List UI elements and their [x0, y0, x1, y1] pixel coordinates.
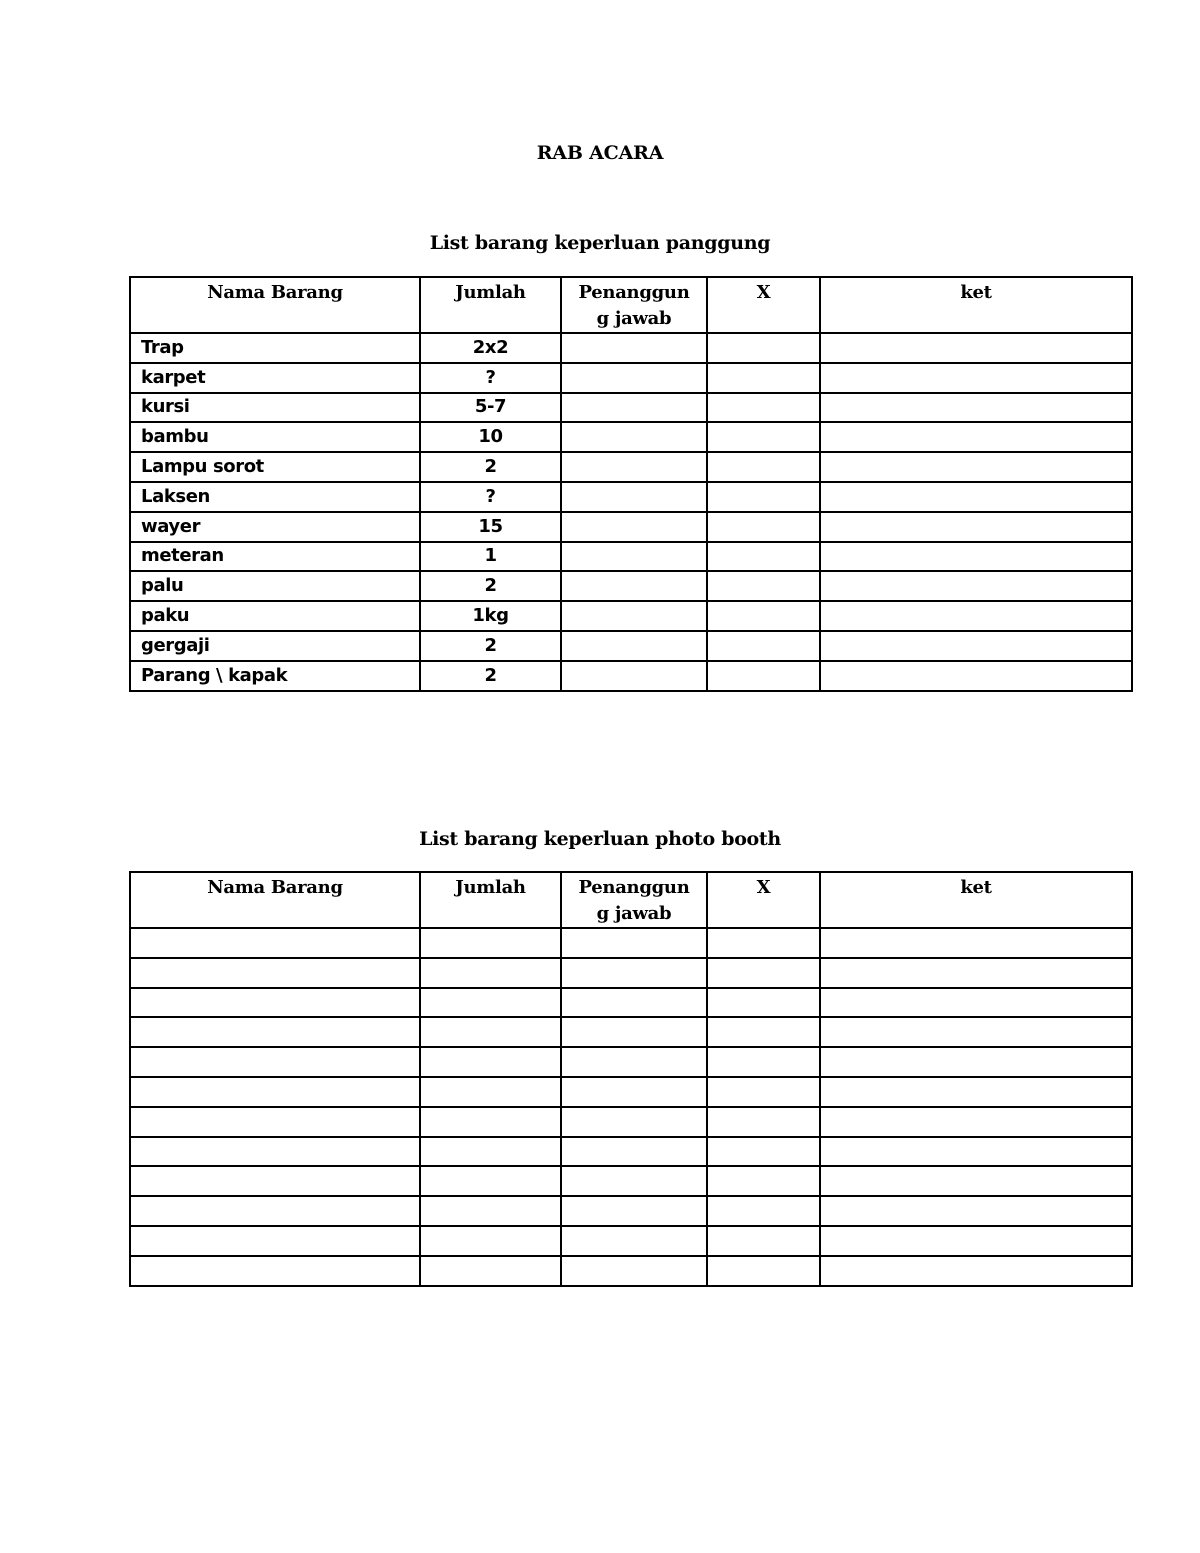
- table-photo-booth: [129, 871, 1133, 1287]
- cell-x: [707, 1077, 820, 1107]
- cell-ket: [820, 988, 1132, 1018]
- cell-penanggung-jawab: [561, 601, 707, 631]
- cell-jumlah: ?: [420, 363, 561, 393]
- cell-jumlah: [420, 1166, 561, 1196]
- table-row: [130, 631, 1132, 661]
- cell-penanggung-jawab: [561, 1077, 707, 1107]
- cell-jumlah: [420, 988, 561, 1018]
- cell-penanggung-jawab: [561, 542, 707, 572]
- cell-penanggung-jawab: [561, 1047, 707, 1077]
- cell-x: [707, 1137, 820, 1167]
- header-penanggung-jawab: [561, 277, 707, 333]
- cell-penanggung-jawab: [561, 958, 707, 988]
- cell-nama-barang: gergaji: [130, 631, 420, 661]
- cell-nama-barang: bambu: [130, 422, 420, 452]
- cell-penanggung-jawab: [561, 1226, 707, 1256]
- cell-jumlah: [420, 928, 561, 958]
- table-row: [130, 333, 1132, 363]
- table-panggung: [129, 276, 1133, 692]
- cell-nama-barang: paku: [130, 601, 420, 631]
- cell-jumlah: 2: [420, 452, 561, 482]
- cell-nama-barang: [130, 1047, 420, 1077]
- cell-nama-barang: [130, 1107, 420, 1137]
- table-row: [130, 1077, 1132, 1107]
- cell-nama-barang: [130, 1137, 420, 1167]
- cell-penanggung-jawab: [561, 422, 707, 452]
- cell-nama-barang: [130, 1017, 420, 1047]
- header-x: X: [707, 872, 820, 928]
- table-row: [130, 958, 1132, 988]
- cell-x: [707, 1107, 820, 1137]
- cell-nama-barang: [130, 1226, 420, 1256]
- cell-penanggung-jawab: [561, 1107, 707, 1137]
- cell-ket: [820, 661, 1132, 691]
- cell-nama-barang: Parang \ kapak: [130, 661, 420, 691]
- cell-ket: [820, 1137, 1132, 1167]
- cell-x: [707, 482, 820, 512]
- cell-jumlah: [420, 1077, 561, 1107]
- cell-x: [707, 512, 820, 542]
- cell-x: [707, 1196, 820, 1226]
- cell-nama-barang: karpet: [130, 363, 420, 393]
- cell-penanggung-jawab: [561, 1137, 707, 1167]
- cell-penanggung-jawab: [561, 661, 707, 691]
- cell-x: [707, 333, 820, 363]
- cell-ket: [820, 571, 1132, 601]
- cell-penanggung-jawab: [561, 1196, 707, 1226]
- cell-x: [707, 571, 820, 601]
- table-row: [130, 988, 1132, 1018]
- cell-ket: [820, 631, 1132, 661]
- table-row: [130, 452, 1132, 482]
- cell-x: [707, 363, 820, 393]
- header-x: X: [707, 277, 820, 333]
- cell-ket: [820, 393, 1132, 423]
- header-nama-barang: Nama Barang: [130, 277, 420, 333]
- cell-nama-barang: [130, 1166, 420, 1196]
- cell-jumlah: [420, 958, 561, 988]
- section-title-photo-booth: List barang keperluan photo booth: [419, 828, 781, 850]
- cell-nama-barang: [130, 958, 420, 988]
- table-row: [130, 1107, 1132, 1137]
- cell-nama-barang: [130, 988, 420, 1018]
- cell-nama-barang: [130, 1077, 420, 1107]
- cell-ket: [820, 1256, 1132, 1286]
- cell-jumlah: [420, 1017, 561, 1047]
- page-title: RAB ACARA: [536, 142, 664, 164]
- cell-penanggung-jawab: [561, 631, 707, 661]
- cell-jumlah: 1kg: [420, 601, 561, 631]
- cell-jumlah: 2: [420, 661, 561, 691]
- cell-nama-barang: [130, 928, 420, 958]
- header-ket: ket: [820, 872, 1132, 928]
- cell-x: [707, 988, 820, 1018]
- cell-x: [707, 542, 820, 572]
- cell-x: [707, 1256, 820, 1286]
- table-header-row: [130, 277, 1132, 333]
- cell-penanggung-jawab: [561, 452, 707, 482]
- cell-penanggung-jawab: [561, 1256, 707, 1286]
- cell-penanggung-jawab: [561, 988, 707, 1018]
- cell-x: [707, 661, 820, 691]
- cell-jumlah: 15: [420, 512, 561, 542]
- cell-ket: [820, 928, 1132, 958]
- table-row: [130, 1166, 1132, 1196]
- cell-x: [707, 928, 820, 958]
- table-row: [130, 542, 1132, 572]
- cell-ket: [820, 452, 1132, 482]
- cell-x: [707, 1017, 820, 1047]
- cell-ket: [820, 1017, 1132, 1047]
- cell-ket: [820, 1047, 1132, 1077]
- cell-ket: [820, 1107, 1132, 1137]
- cell-jumlah: [420, 1047, 561, 1077]
- cell-nama-barang: Lampu sorot: [130, 452, 420, 482]
- cell-x: [707, 1166, 820, 1196]
- header-jumlah: Jumlah: [420, 872, 561, 928]
- cell-x: [707, 631, 820, 661]
- table-row: [130, 661, 1132, 691]
- cell-ket: [820, 422, 1132, 452]
- header-nama-barang: Nama Barang: [130, 872, 420, 928]
- cell-jumlah: 5-7: [420, 393, 561, 423]
- table-row: [130, 482, 1132, 512]
- cell-ket: [820, 958, 1132, 988]
- cell-jumlah: [420, 1256, 561, 1286]
- header-penanggung-jawab: [561, 872, 707, 928]
- table-row: [130, 1226, 1132, 1256]
- cell-nama-barang: kursi: [130, 393, 420, 423]
- cell-jumlah: 2: [420, 571, 561, 601]
- table-row: [130, 363, 1132, 393]
- header-penanggung-jawab-label: Penanggung jawab: [578, 282, 690, 329]
- cell-penanggung-jawab: [561, 1166, 707, 1196]
- cell-penanggung-jawab: [561, 928, 707, 958]
- cell-jumlah: 10: [420, 422, 561, 452]
- cell-x: [707, 393, 820, 423]
- cell-x: [707, 422, 820, 452]
- table-row: [130, 512, 1132, 542]
- table-row: [130, 393, 1132, 423]
- cell-nama-barang: meteran: [130, 542, 420, 572]
- cell-jumlah: 2x2: [420, 333, 561, 363]
- table-header-row: [130, 872, 1132, 928]
- cell-jumlah: [420, 1196, 561, 1226]
- cell-x: [707, 958, 820, 988]
- cell-penanggung-jawab: [561, 333, 707, 363]
- cell-ket: [820, 1196, 1132, 1226]
- table-row: [130, 571, 1132, 601]
- cell-nama-barang: Trap: [130, 333, 420, 363]
- cell-jumlah: [420, 1137, 561, 1167]
- cell-nama-barang: Laksen: [130, 482, 420, 512]
- cell-ket: [820, 482, 1132, 512]
- cell-nama-barang: [130, 1256, 420, 1286]
- cell-ket: [820, 1166, 1132, 1196]
- cell-x: [707, 452, 820, 482]
- table-row: [130, 928, 1132, 958]
- table-row: [130, 1137, 1132, 1167]
- table-row: [130, 422, 1132, 452]
- cell-nama-barang: palu: [130, 571, 420, 601]
- cell-jumlah: [420, 1107, 561, 1137]
- cell-x: [707, 1047, 820, 1077]
- cell-nama-barang: [130, 1196, 420, 1226]
- cell-penanggung-jawab: [561, 363, 707, 393]
- cell-penanggung-jawab: [561, 512, 707, 542]
- cell-ket: [820, 1226, 1132, 1256]
- cell-x: [707, 601, 820, 631]
- header-ket: ket: [820, 277, 1132, 333]
- cell-ket: [820, 333, 1132, 363]
- cell-jumlah: 2: [420, 631, 561, 661]
- cell-jumlah: ?: [420, 482, 561, 512]
- table-row: [130, 1017, 1132, 1047]
- cell-penanggung-jawab: [561, 393, 707, 423]
- section-title-panggung: List barang keperluan panggung: [429, 232, 771, 254]
- cell-ket: [820, 1077, 1132, 1107]
- cell-penanggung-jawab: [561, 571, 707, 601]
- table-row: [130, 1047, 1132, 1077]
- table-row: [130, 1196, 1132, 1226]
- cell-jumlah: [420, 1226, 561, 1256]
- cell-x: [707, 1226, 820, 1256]
- header-penanggung-jawab-label: Penanggung jawab: [578, 877, 690, 924]
- cell-ket: [820, 601, 1132, 631]
- header-jumlah: Jumlah: [420, 277, 561, 333]
- cell-penanggung-jawab: [561, 482, 707, 512]
- cell-nama-barang: wayer: [130, 512, 420, 542]
- table-row: [130, 601, 1132, 631]
- table-row: [130, 1256, 1132, 1286]
- cell-ket: [820, 542, 1132, 572]
- cell-jumlah: 1: [420, 542, 561, 572]
- cell-ket: [820, 512, 1132, 542]
- cell-penanggung-jawab: [561, 1017, 707, 1047]
- cell-ket: [820, 363, 1132, 393]
